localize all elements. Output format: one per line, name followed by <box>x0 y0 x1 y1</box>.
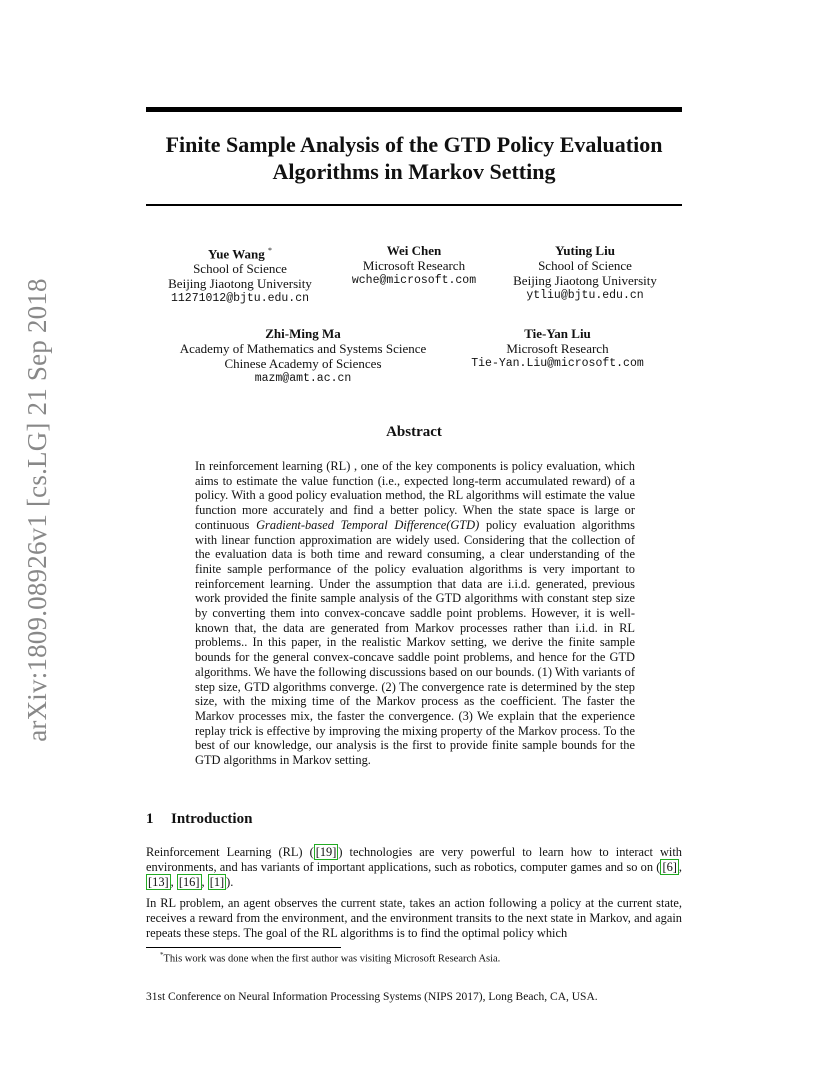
title-top-rule <box>146 107 682 112</box>
author-email: ytliu@bjtu.edu.cn <box>526 289 644 302</box>
paper-title <box>146 131 682 185</box>
author-name: Tie-Yan Liu <box>524 326 591 341</box>
author-name: Yue Wang <box>208 246 265 262</box>
intro-paragraph: In RL problem, an agent observes the current state, takes an action following a policy at the current state, receives a reward from the environment, and the environment transits to the next state in Markov, and again repeats these steps. The goal of the RL algorithms is to find the optimal policy which <box>146 896 682 940</box>
section-title: Introduction <box>171 811 253 827</box>
text-run: , <box>201 875 208 889</box>
title-line: Algorithms in Markov Setting <box>272 159 556 184</box>
author-block <box>334 243 494 288</box>
author-affiliation: Beijing Jiaotong University <box>513 273 657 288</box>
author-name: Zhi-Ming Ma <box>265 326 341 341</box>
footnote-text: This work was done when the first author was visiting Microsoft Research Asia. <box>163 953 501 965</box>
title-bottom-rule <box>146 204 682 206</box>
author-email: wche@microsoft.com <box>351 274 477 287</box>
section-heading <box>146 811 252 828</box>
arxiv-identifier: arXiv:1809.08926v1 [cs.LG] 21 Sep 2018 <box>22 278 52 742</box>
section-number: 1 <box>146 811 154 827</box>
author-affiliation: Academy of Mathematics and Systems Science <box>179 341 427 356</box>
author-block <box>495 243 675 303</box>
abstract-text <box>195 459 635 768</box>
author-email: 11271012@bjtu.edu.cn <box>170 292 310 306</box>
author-affiliation: Chinese Academy of Sciences <box>224 356 382 371</box>
title-line: Finite Sample Analysis of the GTD Policy Evaluation <box>165 132 663 157</box>
citation-link[interactable]: [19] <box>315 845 337 859</box>
author-affiliation: School of Science <box>538 258 632 273</box>
footnote-rule <box>146 947 341 948</box>
text-run: Reinforcement Learning (RL) ( <box>146 845 314 859</box>
abstract-heading: Abstract <box>386 424 442 440</box>
abstract-italic: Gradient-based Temporal Difference(GTD) <box>256 517 480 532</box>
footnote <box>160 951 500 965</box>
citation-link[interactable]: [13] <box>148 875 169 889</box>
venue-note: 31st Conference on Neural Information Processing Systems (NIPS 2017), Long Beach, CA, USA. <box>146 991 598 1003</box>
author-name: Wei Chen <box>386 243 442 258</box>
author-email: mazm@amt.ac.cn <box>254 372 352 385</box>
text-run: , <box>170 875 177 889</box>
text-run: , <box>678 860 682 874</box>
author-block <box>150 243 330 306</box>
intro-paragraph <box>146 845 682 890</box>
author-email: Tie-Yan.Liu@microsoft.com <box>471 357 644 370</box>
abstract-part: In reinforcement learning (RL) , one of the key components is policy evaluation, which aims to estimate the value function (i.e., expected long-term accumulated reward) of a policy. With a good policy evaluation method, the RL algorithms will estimate the value function more accurately and find a better policy. When the state space is large or continuous <box>195 459 635 532</box>
author-affiliation: Microsoft Research <box>362 258 466 273</box>
author-name: Yuting Liu <box>555 243 615 258</box>
text-run: ). <box>226 875 234 889</box>
author-block <box>460 326 655 371</box>
text-run: ) technologies are very powerful to learn how to interact with environments, and has variants of important applications, such as robotics, computer games and so on ( <box>146 845 682 874</box>
citation-link[interactable]: [6] <box>662 860 677 874</box>
footnote-mark: * <box>267 246 272 255</box>
citation-link[interactable]: [16] <box>178 875 200 889</box>
author-block <box>168 326 438 386</box>
author-affiliation: Beijing Jiaotong University <box>168 276 312 292</box>
footnote-mark: * <box>160 951 164 959</box>
author-affiliation: School of Science <box>193 261 287 277</box>
citation-link[interactable]: [1] <box>209 875 225 889</box>
abstract-part: policy evaluation algorithms with linear function approximation are widely used. Considering that the collection of the evaluation data is both time and reward consuming, a clear understanding of the finite sample performance of the policy evaluation algorithms is very important to reinforcement learning. Under the assumption that data are i.i.d. generated, previous work provided the finite sample analysis of the GTD algorithms with constant step size by converting them into convex-concave saddle point problems. However, it is well-known that, the data are generated from Markov processes rather than i.i.d. in RL problems.. In this paper, in the realistic Markov setting, we derive the finite sample bounds for the general convex-concave saddle point problems, and hence for the GTD algorithms. We have the following discussions based on our bounds. (1) With variants of step size, GTD algorithms converge. (2) The convergence rate is determined by the step size, with the mixing time of the Markov process as the coefficient. The faster the Markov processes mix, the faster the convergence. (3) We explain that the experience replay trick is effective by improving the mixing property of the Markov process. To the best of our knowledge, our analysis is the first to provide finite sample bounds for the GTD algorithms in Markov setting. <box>195 517 635 768</box>
author-affiliation: Microsoft Research <box>506 341 609 356</box>
